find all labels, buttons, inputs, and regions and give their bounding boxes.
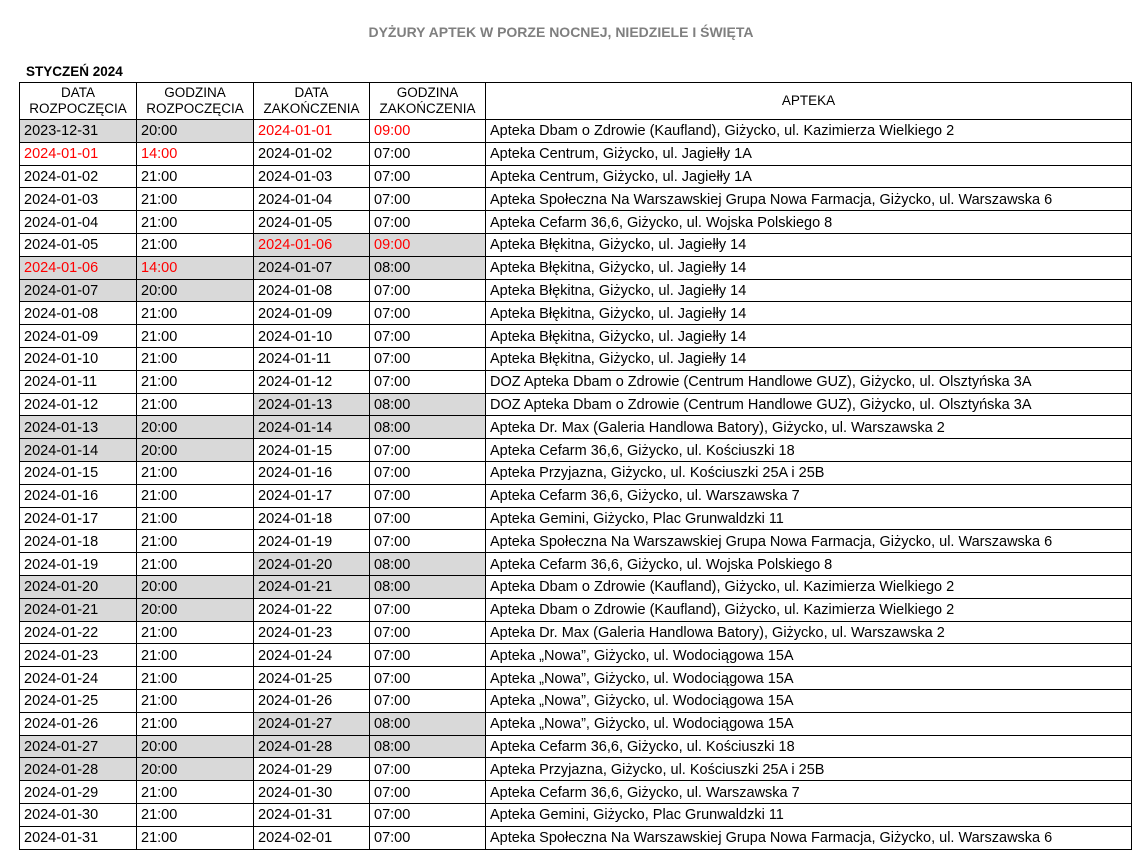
table-row [20,484,1132,507]
start-date-cell: 2024-01-06 [20,256,137,279]
start-date-cell: 2024-01-29 [20,781,137,804]
table-row [20,233,1132,256]
end-time-cell: 07:00 [370,781,486,804]
pharmacy-cell: Apteka Centrum, Giżycko, ul. Jagiełły 1A [486,142,1132,165]
start-date-cell: 2024-01-08 [20,302,137,325]
start-time-cell: 21:00 [137,553,254,576]
table-row [20,803,1132,826]
start-time-cell: 21:00 [137,712,254,735]
start-time-cell: 21:00 [137,826,254,849]
end-time-cell: 07:00 [370,279,486,302]
start-time-cell: 21:00 [137,621,254,644]
start-time-cell: 21:00 [137,325,254,348]
table-row [20,279,1132,302]
header-label: APTEKA [781,93,836,108]
end-time-cell: 07:00 [370,826,486,849]
end-date-cell: 2024-01-02 [254,142,370,165]
pharmacy-cell: DOZ Apteka Dbam o Zdrowie (Centrum Handlowe GUZ), Giżycko, ul. Olsztyńska 3A [486,370,1132,393]
end-date-cell: 2024-01-07 [254,256,370,279]
end-date-cell: 2024-01-12 [254,370,370,393]
start-date-cell: 2024-01-04 [20,211,137,234]
start-time-cell: 20:00 [137,120,254,143]
table-row [20,553,1132,576]
pharmacy-cell: Apteka Błękitna, Giżycko, ul. Jagiełły 14 [486,347,1132,370]
pharmacy-cell: Apteka Dbam o Zdrowie (Kaufland), Giżycko, ul. Kazimierza Wielkiego 2 [486,120,1132,143]
end-date-cell: 2024-01-26 [254,689,370,712]
pharmacy-cell: Apteka Cefarm 36,6, Giżycko, ul. Kościuszki 18 [486,439,1132,462]
start-time-cell: 21:00 [137,803,254,826]
header-row [20,83,1132,120]
end-date-cell: 2024-01-21 [254,575,370,598]
start-date-cell: 2024-01-07 [20,279,137,302]
start-date-cell: 2024-01-28 [20,758,137,781]
end-time-cell: 08:00 [370,393,486,416]
end-date-cell: 2024-01-13 [254,393,370,416]
end-date-cell: 2024-01-01 [254,120,370,143]
pharmacy-cell: Apteka Społeczna Na Warszawskiej Grupa Nowa Farmacja, Giżycko, ul. Warszawska 6 [486,826,1132,849]
header-label: DATA [294,85,329,100]
end-time-cell: 07:00 [370,484,486,507]
end-time-cell: 07:00 [370,530,486,553]
table-row [20,644,1132,667]
start-time-cell: 14:00 [137,256,254,279]
table-row [20,667,1132,690]
end-time-cell: 07:00 [370,507,486,530]
end-date-cell: 2024-01-24 [254,644,370,667]
pharmacy-cell: Apteka Błękitna, Giżycko, ul. Jagiełły 14 [486,325,1132,348]
end-date-cell: 2024-01-17 [254,484,370,507]
table-row [20,507,1132,530]
start-date-cell: 2024-01-20 [20,575,137,598]
header-label: DATA [60,85,95,100]
header-start-time [137,83,254,120]
header-start-date [20,83,137,120]
table-row [20,781,1132,804]
end-date-cell: 2024-01-05 [254,211,370,234]
header-label: GODZINA [396,85,459,100]
header-pharmacy [486,83,1132,120]
pharmacy-cell: Apteka „Nowa”, Giżycko, ul. Wodociągowa 15A [486,667,1132,690]
start-time-cell: 21:00 [137,461,254,484]
start-date-cell: 2024-01-21 [20,598,137,621]
start-date-cell: 2024-01-15 [20,461,137,484]
start-date-cell: 2024-01-26 [20,712,137,735]
header-end-time [370,83,486,120]
start-date-cell: 2023-12-31 [20,120,137,143]
table-row [20,370,1132,393]
end-time-cell: 07:00 [370,165,486,188]
table-row [20,347,1132,370]
end-date-cell: 2024-01-08 [254,279,370,302]
table-row [20,188,1132,211]
start-date-cell: 2024-01-22 [20,621,137,644]
end-time-cell: 08:00 [370,416,486,439]
end-date-cell: 2024-01-18 [254,507,370,530]
end-date-cell: 2024-01-25 [254,667,370,690]
end-date-cell: 2024-01-31 [254,803,370,826]
start-date-cell: 2024-01-14 [20,439,137,462]
end-time-cell: 07:00 [370,325,486,348]
header-label: ROZPOCZĘCIA [29,101,127,116]
pharmacy-cell: Apteka Gemini, Giżycko, Plac Grunwaldzki 11 [486,507,1132,530]
start-time-cell: 20:00 [137,439,254,462]
start-time-cell: 21:00 [137,689,254,712]
header-label: GODZINA [164,85,226,100]
start-date-cell: 2024-01-01 [20,142,137,165]
start-time-cell: 21:00 [137,165,254,188]
start-time-cell: 20:00 [137,575,254,598]
end-time-cell: 07:00 [370,211,486,234]
end-date-cell: 2024-01-23 [254,621,370,644]
start-date-cell: 2024-01-25 [20,689,137,712]
start-time-cell: 20:00 [137,758,254,781]
end-time-cell: 08:00 [370,712,486,735]
pharmacy-cell: Apteka Społeczna Na Warszawskiej Grupa Nowa Farmacja, Giżycko, ul. Warszawska 6 [486,188,1132,211]
table-row [20,211,1132,234]
start-date-cell: 2024-01-03 [20,188,137,211]
start-date-cell: 2024-01-13 [20,416,137,439]
end-date-cell: 2024-01-09 [254,302,370,325]
header-label: ZAKOŃCZENIA [263,101,360,116]
start-time-cell: 21:00 [137,211,254,234]
start-date-cell: 2024-01-31 [20,826,137,849]
start-date-cell: 2024-01-09 [20,325,137,348]
page-title: DYŻURY APTEK W PORZE NOCNEJ, NIEDZIELE I ŚWIĘTA [368,24,754,40]
end-date-cell: 2024-01-04 [254,188,370,211]
end-date-cell: 2024-01-22 [254,598,370,621]
pharmacy-cell: Apteka Błękitna, Giżycko, ul. Jagiełły 14 [486,233,1132,256]
end-date-cell: 2024-01-03 [254,165,370,188]
start-time-cell: 21:00 [137,302,254,325]
end-date-cell: 2024-01-29 [254,758,370,781]
table-row [20,689,1132,712]
table-row [20,325,1132,348]
duty-schedule-table [19,82,1132,850]
header-label: ROZPOCZĘCIA [146,101,244,116]
start-date-cell: 2024-01-17 [20,507,137,530]
pharmacy-cell: Apteka „Nowa”, Giżycko, ul. Wodociągowa 15A [486,689,1132,712]
start-time-cell: 21:00 [137,188,254,211]
start-time-cell: 21:00 [137,347,254,370]
start-time-cell: 20:00 [137,735,254,758]
table-row [20,439,1132,462]
start-date-cell: 2024-01-16 [20,484,137,507]
end-time-cell: 07:00 [370,621,486,644]
end-date-cell: 2024-02-01 [254,826,370,849]
start-time-cell: 21:00 [137,667,254,690]
pharmacy-cell: Apteka Centrum, Giżycko, ul. Jagiełły 1A [486,165,1132,188]
start-date-cell: 2024-01-24 [20,667,137,690]
end-time-cell: 09:00 [370,233,486,256]
start-time-cell: 21:00 [137,507,254,530]
pharmacy-cell: Apteka Dr. Max (Galeria Handlowa Batory), Giżycko, ul. Warszawska 2 [486,416,1132,439]
table-row [20,302,1132,325]
pharmacy-cell: Apteka Błękitna, Giżycko, ul. Jagiełły 14 [486,302,1132,325]
end-time-cell: 08:00 [370,553,486,576]
end-date-cell: 2024-01-20 [254,553,370,576]
pharmacy-cell: Apteka „Nowa”, Giżycko, ul. Wodociągowa 15A [486,712,1132,735]
end-time-cell: 07:00 [370,439,486,462]
end-time-cell: 07:00 [370,758,486,781]
end-time-cell: 07:00 [370,598,486,621]
pharmacy-cell: Apteka Błękitna, Giżycko, ul. Jagiełły 14 [486,256,1132,279]
header-label: ZAKOŃCZENIA [379,101,476,116]
end-time-cell: 07:00 [370,370,486,393]
end-time-cell: 09:00 [370,120,486,143]
start-date-cell: 2024-01-10 [20,347,137,370]
pharmacy-cell: Apteka Dbam o Zdrowie (Kaufland), Giżycko, ul. Kazimierza Wielkiego 2 [486,598,1132,621]
table-row [20,165,1132,188]
pharmacy-cell: Apteka „Nowa”, Giżycko, ul. Wodociągowa 15A [486,644,1132,667]
end-time-cell: 07:00 [370,188,486,211]
start-time-cell: 21:00 [137,393,254,416]
pharmacy-cell: DOZ Apteka Dbam o Zdrowie (Centrum Handlowe GUZ), Giżycko, ul. Olsztyńska 3A [486,393,1132,416]
start-time-cell: 14:00 [137,142,254,165]
end-date-cell: 2024-01-30 [254,781,370,804]
pharmacy-cell: Apteka Gemini, Giżycko, Plac Grunwaldzki 11 [486,803,1132,826]
start-date-cell: 2024-01-11 [20,370,137,393]
end-date-cell: 2024-01-10 [254,325,370,348]
end-time-cell: 08:00 [370,735,486,758]
end-time-cell: 07:00 [370,142,486,165]
start-time-cell: 21:00 [137,233,254,256]
start-time-cell: 21:00 [137,781,254,804]
start-time-cell: 20:00 [137,279,254,302]
end-time-cell: 07:00 [370,644,486,667]
end-time-cell: 07:00 [370,461,486,484]
header-end-date [254,83,370,120]
end-date-cell: 2024-01-15 [254,439,370,462]
table-row [20,120,1132,143]
pharmacy-cell: Apteka Cefarm 36,6, Giżycko, ul. Wojska Polskiego 8 [486,211,1132,234]
table-row [20,461,1132,484]
pharmacy-cell: Apteka Cefarm 36,6, Giżycko, ul. Warszawska 7 [486,781,1132,804]
pharmacy-cell: Apteka Przyjazna, Giżycko, ul. Kościuszki 25A i 25B [486,461,1132,484]
table-row [20,142,1132,165]
table-row [20,530,1132,553]
start-date-cell: 2024-01-05 [20,233,137,256]
pharmacy-cell: Apteka Dr. Max (Galeria Handlowa Batory), Giżycko, ul. Warszawska 2 [486,621,1132,644]
pharmacy-cell: Apteka Społeczna Na Warszawskiej Grupa Nowa Farmacja, Giżycko, ul. Warszawska 6 [486,530,1132,553]
end-time-cell: 07:00 [370,667,486,690]
end-date-cell: 2024-01-16 [254,461,370,484]
table-row [20,735,1132,758]
start-date-cell: 2024-01-27 [20,735,137,758]
table-row [20,256,1132,279]
start-date-cell: 2024-01-30 [20,803,137,826]
table-row [20,758,1132,781]
end-date-cell: 2024-01-28 [254,735,370,758]
pharmacy-cell: Apteka Dbam o Zdrowie (Kaufland), Giżycko, ul. Kazimierza Wielkiego 2 [486,575,1132,598]
start-time-cell: 21:00 [137,530,254,553]
table-row [20,598,1132,621]
table-row [20,575,1132,598]
end-date-cell: 2024-01-19 [254,530,370,553]
start-date-cell: 2024-01-19 [20,553,137,576]
start-time-cell: 20:00 [137,416,254,439]
pharmacy-cell: Apteka Przyjazna, Giżycko, ul. Kościuszki 25A i 25B [486,758,1132,781]
start-date-cell: 2024-01-23 [20,644,137,667]
month-heading: STYCZEŃ 2024 [26,64,123,79]
table-row [20,416,1132,439]
pharmacy-cell: Apteka Cefarm 36,6, Giżycko, ul. Wojska Polskiego 8 [486,553,1132,576]
table-row [20,393,1132,416]
start-time-cell: 20:00 [137,598,254,621]
end-date-cell: 2024-01-11 [254,347,370,370]
start-time-cell: 21:00 [137,370,254,393]
end-time-cell: 07:00 [370,803,486,826]
end-time-cell: 07:00 [370,689,486,712]
table-row [20,621,1132,644]
start-date-cell: 2024-01-02 [20,165,137,188]
table-row [20,826,1132,849]
start-time-cell: 21:00 [137,484,254,507]
pharmacy-cell: Apteka Cefarm 36,6, Giżycko, ul. Kościuszki 18 [486,735,1132,758]
start-time-cell: 21:00 [137,644,254,667]
start-date-cell: 2024-01-18 [20,530,137,553]
end-time-cell: 08:00 [370,575,486,598]
end-time-cell: 07:00 [370,302,486,325]
end-date-cell: 2024-01-27 [254,712,370,735]
end-time-cell: 08:00 [370,256,486,279]
end-date-cell: 2024-01-06 [254,233,370,256]
start-date-cell: 2024-01-12 [20,393,137,416]
table-row [20,712,1132,735]
end-time-cell: 07:00 [370,347,486,370]
pharmacy-cell: Apteka Błękitna, Giżycko, ul. Jagiełły 14 [486,279,1132,302]
end-date-cell: 2024-01-14 [254,416,370,439]
pharmacy-cell: Apteka Cefarm 36,6, Giżycko, ul. Warszawska 7 [486,484,1132,507]
